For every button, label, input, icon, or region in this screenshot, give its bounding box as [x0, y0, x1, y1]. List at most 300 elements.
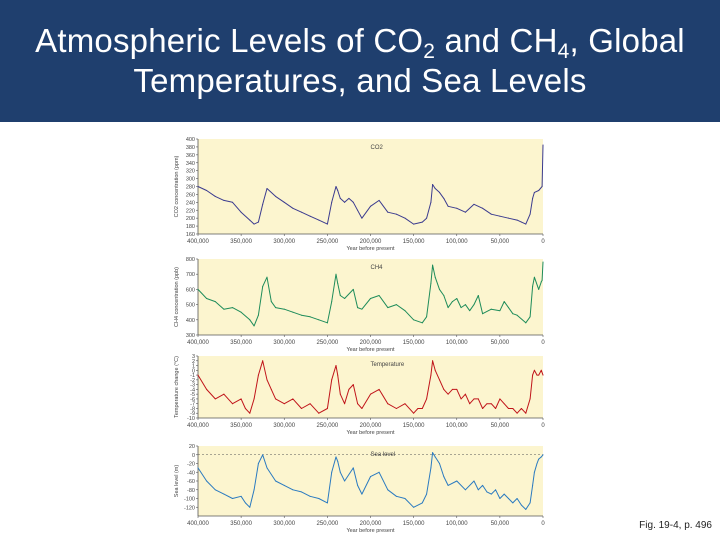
data-point [318, 220, 319, 221]
y-tick-label: -3 [190, 382, 195, 389]
data-point [340, 394, 341, 395]
y-tick-label: -6 [190, 396, 195, 403]
y-axis-title: CH4 concentration (ppb) [174, 267, 180, 327]
data-point [504, 403, 505, 404]
data-point [353, 384, 354, 385]
y-axis-title: Temperature change (°C) [174, 356, 180, 418]
data-point [249, 507, 250, 508]
data-point [241, 212, 242, 213]
data-point [267, 379, 268, 380]
x-tick-label: 300,000 [273, 423, 296, 429]
title-text-part2: and CH [435, 22, 558, 59]
data-point [249, 319, 250, 320]
data-point [532, 198, 533, 199]
data-point [530, 502, 531, 503]
data-point [292, 208, 293, 209]
data-point [525, 413, 526, 414]
data-point [232, 307, 233, 308]
data-point [413, 413, 414, 414]
stacked-charts [174, 136, 545, 534]
data-point [508, 218, 509, 219]
data-point [232, 498, 233, 499]
y-tick-label: -80 [187, 487, 195, 494]
data-point [499, 498, 500, 499]
y-tick-label: 300 [185, 333, 195, 339]
data-point [541, 370, 542, 371]
data-point [258, 463, 259, 464]
data-point [348, 389, 349, 390]
y-tick-label: -120 [183, 505, 195, 512]
y-tick-label: 280 [185, 184, 195, 191]
data-point [357, 210, 358, 211]
data-point [443, 476, 444, 477]
data-point [413, 224, 414, 225]
y-tick-label: -60 [187, 479, 195, 485]
chart-panel-2 [174, 257, 545, 353]
data-point [405, 218, 406, 219]
x-tick-label: 400,000 [187, 340, 209, 346]
data-point [474, 204, 475, 205]
data-point [337, 375, 338, 376]
data-point [301, 315, 302, 316]
data-point [474, 481, 475, 482]
data-point [508, 498, 509, 499]
data-point [439, 379, 440, 380]
data-point [215, 301, 216, 302]
data-point [521, 505, 522, 506]
data-point [439, 289, 440, 290]
y-tick-label: 340 [185, 160, 195, 167]
x-tick-label: 0 [541, 340, 545, 346]
data-point [327, 408, 328, 409]
data-point [532, 375, 533, 376]
data-point [491, 403, 492, 404]
y-tick-label: -1 [190, 373, 195, 380]
data-point [206, 481, 207, 482]
data-point [532, 286, 533, 287]
y-tick-label: 0 [191, 452, 195, 459]
data-point [491, 214, 492, 215]
data-point [241, 398, 242, 399]
y-tick-label: 160 [185, 232, 195, 238]
y-tick-label: 1 [191, 363, 195, 370]
y-tick-label: 180 [185, 224, 195, 231]
data-point [361, 408, 362, 409]
data-point [379, 389, 380, 390]
data-point [275, 307, 276, 308]
data-point [426, 398, 427, 399]
x-tick-label: 200,000 [359, 239, 382, 245]
x-tick-label: 0 [541, 239, 545, 245]
data-point [504, 494, 505, 495]
data-point [396, 496, 397, 497]
data-point [525, 322, 526, 323]
y-tick-label: 220 [185, 208, 195, 215]
data-point [465, 212, 466, 213]
x-tick-label: 100,000 [445, 521, 468, 527]
slide-title-line-1 [35, 21, 685, 61]
data-point [435, 370, 436, 371]
data-point [348, 198, 349, 199]
data-point [413, 507, 414, 508]
title-subscript-2: 4 [557, 40, 570, 63]
data-point [396, 408, 397, 409]
data-point [486, 403, 487, 404]
x-tick-label: 200,000 [359, 521, 382, 527]
x-tick-label: 200,000 [359, 423, 382, 429]
data-point [379, 472, 380, 473]
title-text-part3: , Global [569, 22, 685, 59]
data-point [206, 298, 207, 299]
data-point [495, 408, 496, 409]
data-point [232, 403, 233, 404]
data-point [318, 498, 319, 499]
data-point [331, 379, 332, 380]
data-point [525, 224, 526, 225]
data-point [432, 265, 433, 266]
data-point [206, 389, 207, 390]
data-point [474, 398, 475, 399]
data-point [301, 212, 302, 213]
data-point [538, 459, 539, 460]
data-point [370, 394, 371, 395]
data-point [536, 375, 537, 376]
data-point [357, 307, 358, 308]
data-point [344, 202, 345, 203]
x-tick-label: 300,000 [273, 521, 296, 527]
y-tick-label: 260 [185, 192, 195, 199]
data-point [331, 202, 332, 203]
data-point [504, 301, 505, 302]
y-tick-label: 2 [191, 358, 195, 365]
data-point [292, 312, 293, 313]
y-axis-title: CO2 concentration (ppm) [174, 155, 180, 218]
data-point [430, 467, 431, 468]
x-axis-title: Year before present [346, 347, 395, 353]
data-point [254, 325, 255, 326]
x-tick-label: 0 [541, 521, 545, 527]
title-text-part1: Atmospheric Levels of CO [35, 22, 424, 59]
y-tick-label: 240 [185, 200, 195, 207]
data-point [422, 322, 423, 323]
data-point [439, 192, 440, 193]
data-point [370, 476, 371, 477]
data-point [499, 310, 500, 311]
chart-panel-4 [174, 444, 545, 534]
data-point [530, 316, 531, 317]
y-tick-label: -8 [190, 406, 195, 413]
data-point [541, 456, 542, 457]
x-tick-label: 250,000 [316, 423, 339, 429]
data-point [241, 496, 242, 497]
data-point [387, 489, 388, 490]
chart-panel-1 [174, 137, 545, 252]
data-point [284, 485, 285, 486]
figure-caption: Fig. 19-4, p. 496 [639, 520, 712, 531]
data-point [292, 489, 293, 490]
y-tick-label: 300 [185, 176, 195, 183]
data-point [379, 295, 380, 296]
data-point [482, 313, 483, 314]
x-tick-label: 200,000 [359, 340, 382, 346]
data-point [543, 262, 544, 263]
y-tick-label: 20 [188, 444, 195, 450]
data-point [318, 319, 319, 320]
x-tick-label: 150,000 [402, 340, 425, 346]
y-axis-title: Sea level (m) [174, 464, 180, 498]
data-point [443, 198, 444, 199]
data-point [517, 315, 518, 316]
y-tick-label: 360 [185, 152, 195, 159]
data-point [223, 494, 224, 495]
x-tick-label: 0 [541, 423, 545, 429]
y-tick-label: -10 [187, 416, 195, 422]
data-point [258, 375, 259, 376]
x-tick-label: 350,000 [230, 340, 252, 346]
x-tick-label: 250,000 [316, 340, 339, 346]
data-point [223, 200, 224, 201]
x-tick-label: 250,000 [316, 239, 339, 245]
data-point [357, 403, 358, 404]
data-point [215, 196, 216, 197]
data-point [512, 408, 513, 409]
data-point [448, 307, 449, 308]
data-point [417, 408, 418, 409]
y-tick-label: 0 [191, 368, 195, 375]
data-point [542, 280, 543, 281]
data-point [254, 489, 255, 490]
x-tick-label: 300,000 [273, 239, 296, 245]
data-point [536, 463, 537, 464]
data-point [413, 319, 414, 320]
data-point [461, 398, 462, 399]
data-point [422, 502, 423, 503]
data-point [310, 216, 311, 217]
data-point [271, 301, 272, 302]
y-tick-label: 3 [191, 354, 195, 360]
data-point [262, 454, 263, 455]
data-point [456, 389, 457, 390]
data-point [198, 467, 199, 468]
y-tick-label: -5 [190, 392, 195, 399]
data-point [284, 403, 285, 404]
data-point [275, 196, 276, 197]
data-point [301, 491, 302, 492]
x-tick-label: 150,000 [402, 521, 425, 527]
data-point [340, 472, 341, 473]
x-tick-label: 50,000 [490, 423, 510, 429]
data-point [465, 394, 466, 395]
title-subscript-1: 2 [423, 40, 436, 63]
x-tick-label: 50,000 [490, 521, 510, 527]
data-point [439, 463, 440, 464]
data-point [534, 192, 535, 193]
data-point [262, 286, 263, 287]
data-point [340, 295, 341, 296]
data-point [495, 489, 496, 490]
y-tick-label: 700 [185, 272, 195, 279]
y-tick-label: 400 [185, 137, 195, 143]
series-label: Temperature [370, 362, 405, 368]
y-tick-label: 200 [185, 216, 195, 223]
y-tick-label: 500 [185, 302, 195, 309]
data-point [215, 489, 216, 490]
data-point [327, 322, 328, 323]
x-tick-label: 400,000 [187, 423, 209, 429]
data-point [405, 310, 406, 311]
data-point [327, 502, 328, 503]
x-axis-title: Year before present [346, 430, 395, 436]
slide-title-line-2: Temperatures, and Sea Levels [133, 62, 587, 99]
data-point [426, 218, 427, 219]
data-point [543, 375, 544, 376]
data-point [538, 190, 539, 191]
data-point [426, 316, 427, 317]
data-point [262, 360, 263, 361]
data-point [361, 309, 362, 310]
data-point [456, 208, 457, 209]
data-point [275, 481, 276, 482]
y-tick-label: 320 [185, 168, 195, 175]
x-tick-label: 250,000 [316, 521, 339, 527]
data-point [310, 316, 311, 317]
data-point [370, 206, 371, 207]
data-point [267, 467, 268, 468]
data-point [331, 472, 332, 473]
data-point [491, 494, 492, 495]
data-point [432, 360, 433, 361]
data-point [443, 295, 444, 296]
data-point [387, 403, 388, 404]
data-point [486, 491, 487, 492]
data-point [534, 370, 535, 371]
slide-title-bar [0, 0, 720, 122]
data-point [517, 413, 518, 414]
y-tick-label: -40 [187, 470, 195, 477]
data-point [478, 295, 479, 296]
data-point [508, 307, 509, 308]
data-point [482, 408, 483, 409]
data-point [271, 389, 272, 390]
data-point [435, 188, 436, 189]
x-tick-label: 100,000 [445, 423, 468, 429]
data-point [542, 186, 543, 187]
data-point [275, 398, 276, 399]
data-point [543, 144, 544, 145]
data-point [337, 283, 338, 284]
data-point [538, 289, 539, 290]
data-point [435, 277, 436, 278]
data-point [521, 222, 522, 223]
data-point [387, 307, 388, 308]
data-point [262, 204, 263, 205]
data-point [405, 498, 406, 499]
y-tick-label: 400 [185, 317, 195, 324]
data-point [499, 216, 500, 217]
x-tick-label: 150,000 [402, 239, 425, 245]
data-point [353, 202, 354, 203]
data-point [541, 281, 542, 282]
data-point [405, 403, 406, 404]
data-point [284, 202, 285, 203]
data-point [353, 289, 354, 290]
x-tick-label: 50,000 [490, 239, 510, 245]
data-point [430, 202, 431, 203]
x-tick-label: 350,000 [230, 521, 252, 527]
x-axis-title: Year before present [346, 528, 395, 534]
data-point [448, 485, 449, 486]
data-point [344, 298, 345, 299]
data-point [465, 489, 466, 490]
data-point [249, 220, 250, 221]
x-tick-label: 350,000 [230, 423, 252, 429]
data-point [432, 452, 433, 453]
data-point [469, 310, 470, 311]
data-point [379, 200, 380, 201]
data-point [461, 307, 462, 308]
data-point [456, 298, 457, 299]
data-point [245, 408, 246, 409]
data-point [258, 315, 259, 316]
data-point [249, 413, 250, 414]
x-tick-label: 400,000 [187, 521, 209, 527]
data-point [245, 502, 246, 503]
data-point [465, 304, 466, 305]
data-point [482, 485, 483, 486]
y-tick-label: -20 [187, 461, 195, 468]
data-point [327, 224, 328, 225]
data-point [532, 485, 533, 486]
data-point [452, 389, 453, 390]
data-point [301, 408, 302, 409]
chart-panel-3 [174, 354, 545, 436]
data-point [534, 472, 535, 473]
y-tick-label: -100 [183, 496, 195, 503]
data-point [340, 198, 341, 199]
data-point [491, 309, 492, 310]
data-point [258, 222, 259, 223]
data-point [336, 186, 337, 187]
data-point [198, 289, 199, 290]
data-point [370, 298, 371, 299]
data-point [336, 274, 337, 275]
x-axis-title: Year before present [346, 246, 395, 252]
data-point [357, 485, 358, 486]
y-tick-label: -9 [190, 411, 195, 418]
data-point [543, 454, 544, 455]
series-label: Sea level [370, 452, 396, 458]
y-tick-label: -7 [190, 401, 195, 408]
data-point [331, 301, 332, 302]
data-point [337, 461, 338, 462]
data-point [478, 398, 479, 399]
data-point [344, 481, 345, 482]
y-tick-label: 600 [185, 287, 195, 294]
data-point [430, 283, 431, 284]
data-point [267, 277, 268, 278]
y-tick-label: 380 [185, 144, 195, 151]
data-point [422, 408, 423, 409]
data-point [452, 301, 453, 302]
data-point [206, 190, 207, 191]
data-point [474, 304, 475, 305]
data-point [254, 224, 255, 225]
data-point [448, 206, 449, 207]
data-point [223, 309, 224, 310]
data-point [521, 408, 522, 409]
data-point [254, 398, 255, 399]
data-point [198, 186, 199, 187]
